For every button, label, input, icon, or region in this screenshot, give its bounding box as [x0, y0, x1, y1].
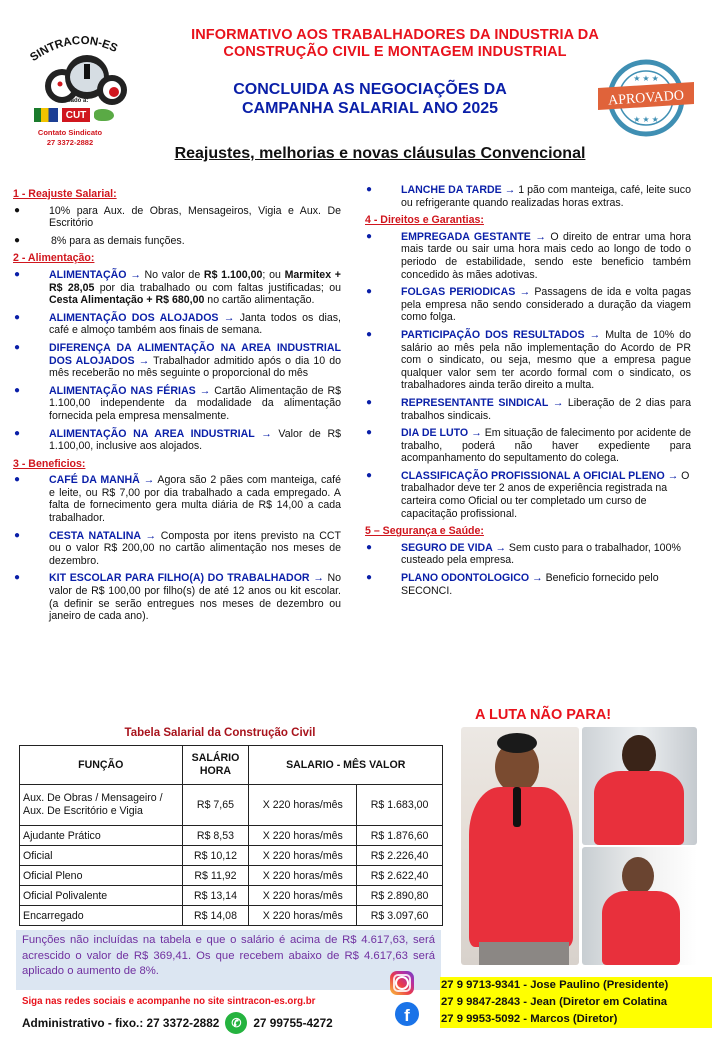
- list-item: ● ALIMENTAÇÃO DOS ALOJADOS → Janta todos os dias, café e almoço também aos finais de semana.: [14, 311, 341, 337]
- section-heading-beneficios: 3 - Beneficios:: [13, 457, 86, 470]
- follow-social-text: Siga nas redes sociais e acompanhe no site sintracon-es.org.br: [22, 996, 316, 1007]
- table-row: [20, 826, 443, 846]
- cell-valor: R$ 2.226,40: [357, 846, 443, 866]
- cell-funcao: Oficial Pleno: [20, 866, 183, 886]
- cell-funcao: Oficial Polivalente: [20, 886, 183, 906]
- filiado-label: Filiado à:: [62, 98, 89, 104]
- salary-table-title: Tabela Salarial da Construção Civil: [124, 727, 316, 739]
- approved-stamp-icon: [596, 58, 696, 138]
- header-funcao: FUNÇÃO: [20, 746, 183, 785]
- cell-hora: R$ 7,65: [182, 785, 249, 826]
- whatsapp-number[interactable]: 27 99755-4272: [253, 1016, 333, 1030]
- list-item: ● KIT ESCOLAR PARA FILHO(A) DO TRABALHADOR → No valor de R$ 100,00 por filho(s) de até 12 anos ou kit escolar. (a definir se serão entregues nos meses de dezembro ou janeiro de cada ano).: [14, 572, 341, 623]
- list-item: ● FOLGAS PERIODICAS → Passagens de ida e volta pagas pela empresa não sendo considerado a duração da viagem como folga.: [366, 286, 691, 324]
- bullet-icon: ●: [366, 541, 373, 553]
- affiliate-logos: [34, 108, 114, 122]
- table-row: [20, 886, 443, 906]
- bullet-icon: ●: [14, 341, 21, 353]
- list-item: ● ALIMENTAÇÃO NAS FÉRIAS → Cartão Alimentação de R$ 1.100,00 independente da modalidade da alimentação fornecida pela empresa mensalmente.: [14, 384, 341, 422]
- table-header-row: [20, 746, 443, 785]
- contact-phone: 27 3372-2882: [46, 138, 94, 147]
- table-row: [20, 906, 443, 926]
- sintracon-logo: [22, 30, 142, 125]
- cell-valor: R$ 2.890,80: [357, 886, 443, 906]
- list-item: ● DIFERENÇA DA ALIMENTAÇÃO NA AREA INDUSTRIAL DOS ALOJADOS → Trabalhador admitido após o dia 10 do mês receberão no mês seguinte o proporcional do mês: [14, 341, 341, 380]
- cell-funcao: Oficial: [20, 846, 183, 866]
- bullet-icon: ●: [366, 469, 373, 481]
- cell-valor: R$ 1.683,00: [357, 785, 443, 826]
- cell-valor: R$ 2.622,40: [357, 866, 443, 886]
- brazil-map-logo: [94, 109, 114, 121]
- header-salario-mes: SALARIO - MÊS VALOR: [249, 746, 443, 785]
- section-heading-reajuste: 1 - Reajuste Salarial:: [13, 188, 117, 200]
- cut-logo: CUT: [62, 108, 90, 122]
- bullet-icon: ●: [366, 230, 373, 242]
- list-item: ● REPRESENTANTE SINDICAL → Liberação de 2 dias para trabalhos sindicais.: [366, 396, 691, 422]
- photo-director-1: [582, 727, 697, 845]
- photo-director-2: [582, 847, 697, 965]
- facebook-icon[interactable]: f: [395, 1002, 419, 1026]
- svg-text:★ ★ ★: ★ ★ ★: [633, 115, 659, 124]
- cell-mult: X 220 horas/mês: [249, 846, 357, 866]
- section-heading-seguranca: 5 – Segurança e Saúde:: [365, 525, 484, 538]
- bullet-icon: ●: [14, 427, 21, 439]
- list-item: ● LANCHE DA TARDE → 1 pão com manteiga, café, leite suco ou refrigerante quando realizadas horas extras.: [366, 184, 691, 209]
- bullet-icon: ●: [366, 572, 373, 584]
- admin-contact: [22, 1012, 333, 1034]
- salary-table: [19, 745, 443, 926]
- contact-label: Contato Sindicato: [37, 128, 103, 137]
- bullet-icon: ●: [14, 311, 21, 323]
- bullet-icon: ●: [366, 286, 373, 298]
- bullet-icon: ●: [14, 474, 21, 486]
- cell-funcao: Encarregado: [20, 906, 183, 926]
- instagram-icon[interactable]: [390, 971, 414, 995]
- bullet-icon: ●: [14, 268, 21, 280]
- bullet-icon: ●: [366, 396, 373, 408]
- left-column: [13, 185, 341, 628]
- cell-hora: R$ 8,53: [182, 826, 249, 846]
- right-column: [365, 184, 691, 602]
- cell-hora: R$ 11,92: [182, 866, 249, 886]
- whatsapp-icon[interactable]: ✆: [225, 1012, 247, 1034]
- bullet-icon: ●: [14, 384, 21, 396]
- cell-valor: R$ 3.097,60: [357, 906, 443, 926]
- svg-text:SINTRACON-ES: SINTRACON-ES: [28, 34, 120, 64]
- cell-hora: R$ 14,08: [182, 906, 249, 926]
- cell-mult: X 220 horas/mês: [249, 826, 357, 846]
- bullet-icon: ●: [366, 184, 373, 195]
- list-item: ● EMPREGADA GESTANTE → O direito de entrar uma hora mais tarde ou sair uma hora mais cedo ao longo de todo o periodo de estabilidade, sendo este beneficio também concedido às mães adotivas.: [366, 230, 691, 281]
- cell-mult: X 220 horas/mês: [249, 866, 357, 886]
- bullet-icon: ●: [366, 328, 373, 340]
- slogan: A LUTA NÃO PARA!: [475, 707, 612, 723]
- cell-funcao: Aux. De Obras / Mensageiro / Aux. De Escritório e Vigia: [20, 785, 183, 826]
- page-subtitle: Reajustes, melhorias e novas cláusulas Convencional: [174, 145, 586, 162]
- list-item: ● CAFÉ DA MANHÃ → Agora são 2 pães com manteiga, café e leite, ou R$ 7,00 por dia trabalhado a cada empregado. A falta de fornecimento gera multa diária de R$ 14,00 a cada trabalhador.: [14, 474, 341, 525]
- list-item: ● DIA DE LUTO → Em situação de falecimento por acidente de trabalho, poderá não haver expediente para acompanhamento do sepultamento do colega.: [366, 427, 691, 465]
- cell-mult: X 220 horas/mês: [249, 785, 357, 826]
- headline: [160, 80, 580, 118]
- bullet-icon: ●: [14, 204, 21, 216]
- bullet-icon: ●: [366, 427, 373, 439]
- photo-president-speaking: [461, 727, 579, 965]
- table-row: [20, 785, 443, 826]
- bullet-icon: ●: [14, 572, 21, 584]
- cell-mult: X 220 horas/mês: [249, 886, 357, 906]
- title-line-2: CONSTRUÇÃO CIVIL E MONTAGEM INDUSTRIAL: [223, 44, 567, 60]
- list-item: ● CLASSIFICAÇÃO PROFISSIONAL A OFICIAL PLENO → O trabalhador deve ter 2 anos de experiência registrada na carteira como Oficial ou ter completado um curso de capacitação profissional.: [366, 469, 690, 520]
- bullet-icon: ●: [14, 529, 21, 541]
- admin-phone: Administrativo - fixo.: 27 3372-2882: [22, 1016, 220, 1030]
- contact-jean[interactable]: 27 9 9847-2843 - Jean (Diretor em Colatina: [441, 996, 668, 1008]
- svg-text:★ ★ ★: ★ ★ ★: [633, 74, 659, 83]
- section-heading-direitos: 4 - Direitos e Garantias:: [365, 214, 484, 227]
- list-item: ● ALIMENTAÇÃO NA AREA INDUSTRIAL → Valor de R$ 1.100,00, inclusive aos alojados.: [14, 427, 341, 453]
- table-row: [20, 866, 443, 886]
- bullet-icon: ●: [14, 234, 21, 246]
- list-item: ● PLANO ODONTOLOGICO → Beneficio fornecido pelo SECONCI.: [366, 572, 659, 597]
- list-item: ● CESTA NATALINA → Composta por itens previsto na CCT ou o valor R$ 200,00 no cartão alimentação nos meses de dezembro.: [14, 529, 341, 567]
- cell-valor: R$ 1.876,60: [357, 826, 443, 846]
- svg-text:APROVADO: APROVADO: [607, 88, 685, 109]
- list-item: ● 8% para as demais funções.: [14, 234, 185, 247]
- list-item: ● PARTICIPAÇÃO DOS RESULTADOS → Multa de 10% do salário ao mês pela não implementação do Acordo de PR com o sindicato, ou seja, mesmo que a empresa pague qualquer valor sem ter acordo formal com o sindicato, os trabalhadores ainda terão direito a multa.: [366, 328, 691, 392]
- informative-title: [150, 27, 640, 61]
- conticom-logo: [34, 108, 58, 122]
- list-item: ● SEGURO DE VIDA → Sem custo para o trabalhador, 100% custeado pela empresa.: [366, 541, 681, 567]
- table-row: [20, 846, 443, 866]
- title-line-1: INFORMATIVO AOS TRABALHADORES DA INDUSTRIA DA: [191, 27, 599, 43]
- union-contact: [30, 128, 110, 148]
- list-item: ● ALIMENTAÇÃO → No valor de R$ 1.100,00; ou Marmitex + R$ 28,05 por dia trabalhado ou com faltas justificadas; ou Cesta Alimentação + R$ 680,00 no cartão alimentação.: [14, 268, 341, 307]
- headline-line-1: CONCLUIDA AS NEGOCIAÇÕES DA: [233, 81, 507, 98]
- cell-hora: R$ 10,12: [182, 846, 249, 866]
- cell-hora: R$ 13,14: [182, 886, 249, 906]
- cell-funcao: Ajudante Prático: [20, 826, 183, 846]
- headline-line-2: CAMPANHA SALARIAL ANO 2025: [241, 100, 499, 117]
- cell-mult: X 220 horas/mês: [249, 906, 357, 926]
- director-contacts: [440, 977, 712, 1028]
- list-item: ● 10% para Aux. de Obras, Mensageiros, Vigia e Aux. De Escritório: [14, 204, 341, 230]
- salary-note: Funções não incluídas na tabela e que o salário é acima de R$ 4.617,63, será acrescido o valor de R$ 369,41. Os que recebem abaixo de R$ 4.617,63 será aplicado o aumento de 8%.: [16, 930, 441, 990]
- section-heading-alimentacao: 2 - Alimentação:: [13, 252, 95, 265]
- contact-marcos[interactable]: 27 9 9953-5092 - Marcos (Diretor): [441, 1013, 618, 1025]
- header-salario-hora: SALÁRIO HORA: [182, 746, 249, 785]
- contact-president[interactable]: 27 9 9713-9341 - Jose Paulino (Presidente): [441, 979, 669, 991]
